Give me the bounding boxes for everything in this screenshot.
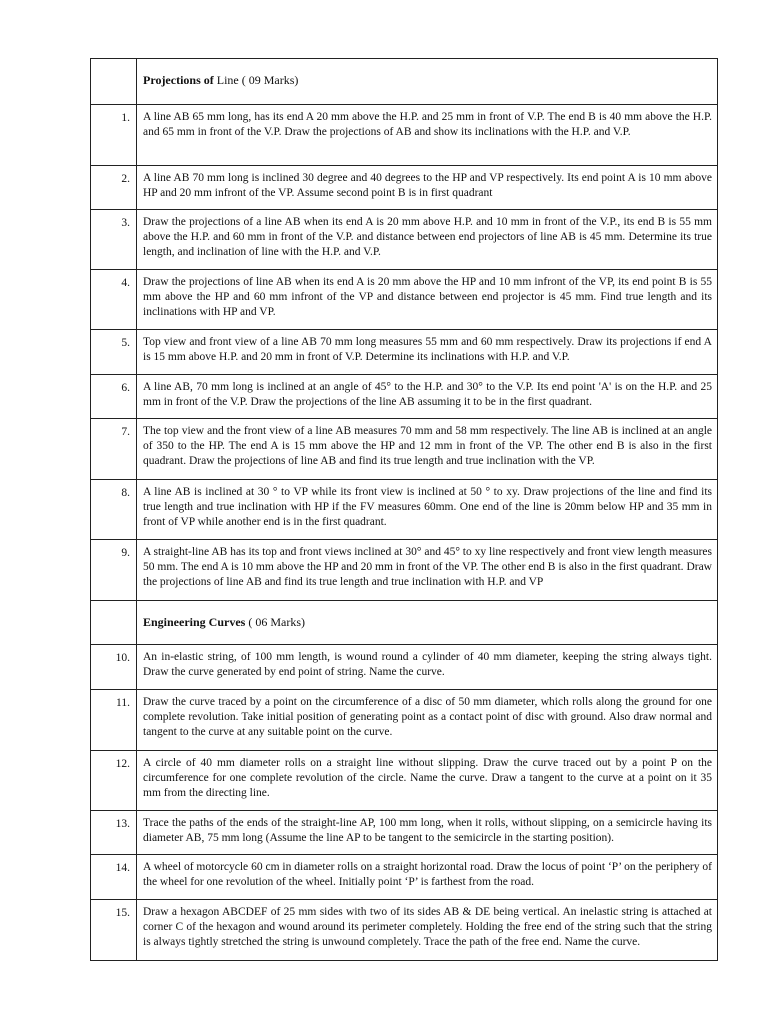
table-row [91,166,718,210]
section-heading-row [91,59,718,105]
table-row [91,105,718,166]
table-row [91,540,718,601]
question-number: 12. [91,751,137,811]
section-heading-row [91,601,718,645]
question-number: 13. [91,811,137,855]
section-heading-bold: Engineering Curves [143,615,246,629]
question-text: Top view and front view of a line AB 70 mm long measures 55 mm and 60 mm respectively. Draw its projections if end A is 15 mm above H.P. and 20 mm in front of V.P. Determine its inclinations with H.P. and V.P. [137,330,718,375]
question-text: A line AB, 70 mm long is inclined at an angle of 45° to the H.P. and 30° to the V.P. Its end point 'A' is on the H.P. and 25 mm in front of the V.P. Draw the projections of the line AB assuming it to be in the first quadrant. [137,375,718,419]
question-text: Draw the curve traced by a point on the circumference of a disc of 50 mm diameter, which rolls along the ground for one complete revolution. Take initial position of generating point as a contact point of disc with ground. Also draw normal and tangent to the curve at any suitable point on the curve. [137,690,718,751]
question-number: 4. [91,270,137,330]
table-row [91,480,718,540]
question-table [90,58,718,961]
question-number: 15. [91,900,137,961]
question-text: A line AB is inclined at 30 ° to VP while its front view is inclined at 50 ° to xy. Draw projections of the line and find its true length and true inclination with HP if the FV measures 60mm. One end of the line is 20mm below HP and 35 mm in front of VP while another end is in the first quadrant. [137,480,718,540]
table-row [91,330,718,375]
table-row [91,811,718,855]
question-text: A circle of 40 mm diameter rolls on a straight line without slipping. Draw the curve traced out by a point P on the circumference for one complete revolution of the circle. Name the curve. Draw a tangent to the curve at a point on it 35 mm from the directing line. [137,751,718,811]
question-number: 1. [91,105,137,166]
question-number-cell [91,601,137,645]
question-number: 6. [91,375,137,419]
question-number: 10. [91,645,137,690]
question-text: An in-elastic string, of 100 mm length, is wound round a cylinder of 40 mm diameter, keeping the string always tight. Draw the curve generated by end point of string. Name the curve. [137,645,718,690]
question-text: A line AB 70 mm long is inclined 30 degree and 40 degrees to the HP and VP respectively. Its end point A is 10 mm above HP and 20 mm infront of the VP. Assume second point B is in first quadrant [137,166,718,210]
question-text: Draw the projections of line AB when its end A is 20 mm above the HP and 10 mm infront of the VP, its end point B is 55 mm above the HP and 60 mm infront of the VP and distance between end projector is 45 mm. Find true length and its inclinations with HP and VP. [137,270,718,330]
section-heading [137,601,718,645]
section-heading-rest: ( 06 Marks) [245,615,305,629]
question-text: The top view and the front view of a line AB measures 70 mm and 58 mm respectively. The line AB is inclined at an angle of 350 to the HP. The end A is 15 mm above the HP and 12 mm in front of the VP. The other end B is also in the first quadrant. Draw the projections of line AB and find its true length and true inclination with the VP. [137,419,718,480]
question-number: 5. [91,330,137,375]
question-number: 3. [91,210,137,270]
question-number: 9. [91,540,137,601]
question-number-cell [91,59,137,105]
question-text: A line AB 65 mm long, has its end A 20 mm above the H.P. and 25 mm in front of V.P. The end B is 40 mm above the H.P. and 65 mm in front of the V.P. Draw the projections of AB and show its inclinations with the H.P. and V.P. [137,105,718,166]
question-text: Draw a hexagon ABCDEF of 25 mm sides with two of its sides AB & DE being vertical. An inelastic string is attached at corner C of the hexagon and wound around its perimeter completely. Holding the free end of the string such that the string is always tightly stretched the string is unwound completely. Trace the path of the free end. Name the curve. [137,900,718,961]
table-row [91,375,718,419]
section-heading-rest: Line ( 09 Marks) [213,73,299,87]
table-row [91,645,718,690]
section-heading [137,59,718,105]
table-row [91,210,718,270]
table-row [91,855,718,900]
question-text: A straight-line AB has its top and front views inclined at 30° and 45° to xy line respectively and front view length measures 50 mm. The end A is 10 mm above the HP and 20 mm in front of the VP. The other end B is also in the first quadrant. Draw the projections of line AB and find its true length and true inclination with H.P. and VP [137,540,718,601]
section-heading-bold: Projections of [143,73,214,87]
table-row [91,419,718,480]
question-number: 11. [91,690,137,751]
table-row [91,690,718,751]
table-row [91,270,718,330]
table-row [91,751,718,811]
question-number: 2. [91,166,137,210]
table-row [91,900,718,961]
question-text: Trace the paths of the ends of the straight-line AP, 100 mm long, when it rolls, without slipping, on a semicircle having its diameter AB, 75 mm long (Assume the line AP to be tangent to the semicircle in the starting position). [137,811,718,855]
question-text: A wheel of motorcycle 60 cm in diameter rolls on a straight horizontal road. Draw the locus of point ‘P’ on the periphery of the wheel for one revolution of the wheel. Initially point ‘P’ is farthest from the road. [137,855,718,900]
question-number: 14. [91,855,137,900]
question-number: 7. [91,419,137,480]
question-text: Draw the projections of a line AB when its end A is 20 mm above H.P. and 10 mm in front of the V.P., its end B is 55 mm above the H.P. and 60 mm in front of the V.P. and distance between end projectors of line AB is 45 mm. Determine its true length, and inclination of line with the H.P. and V.P. [137,210,718,270]
question-number: 8. [91,480,137,540]
